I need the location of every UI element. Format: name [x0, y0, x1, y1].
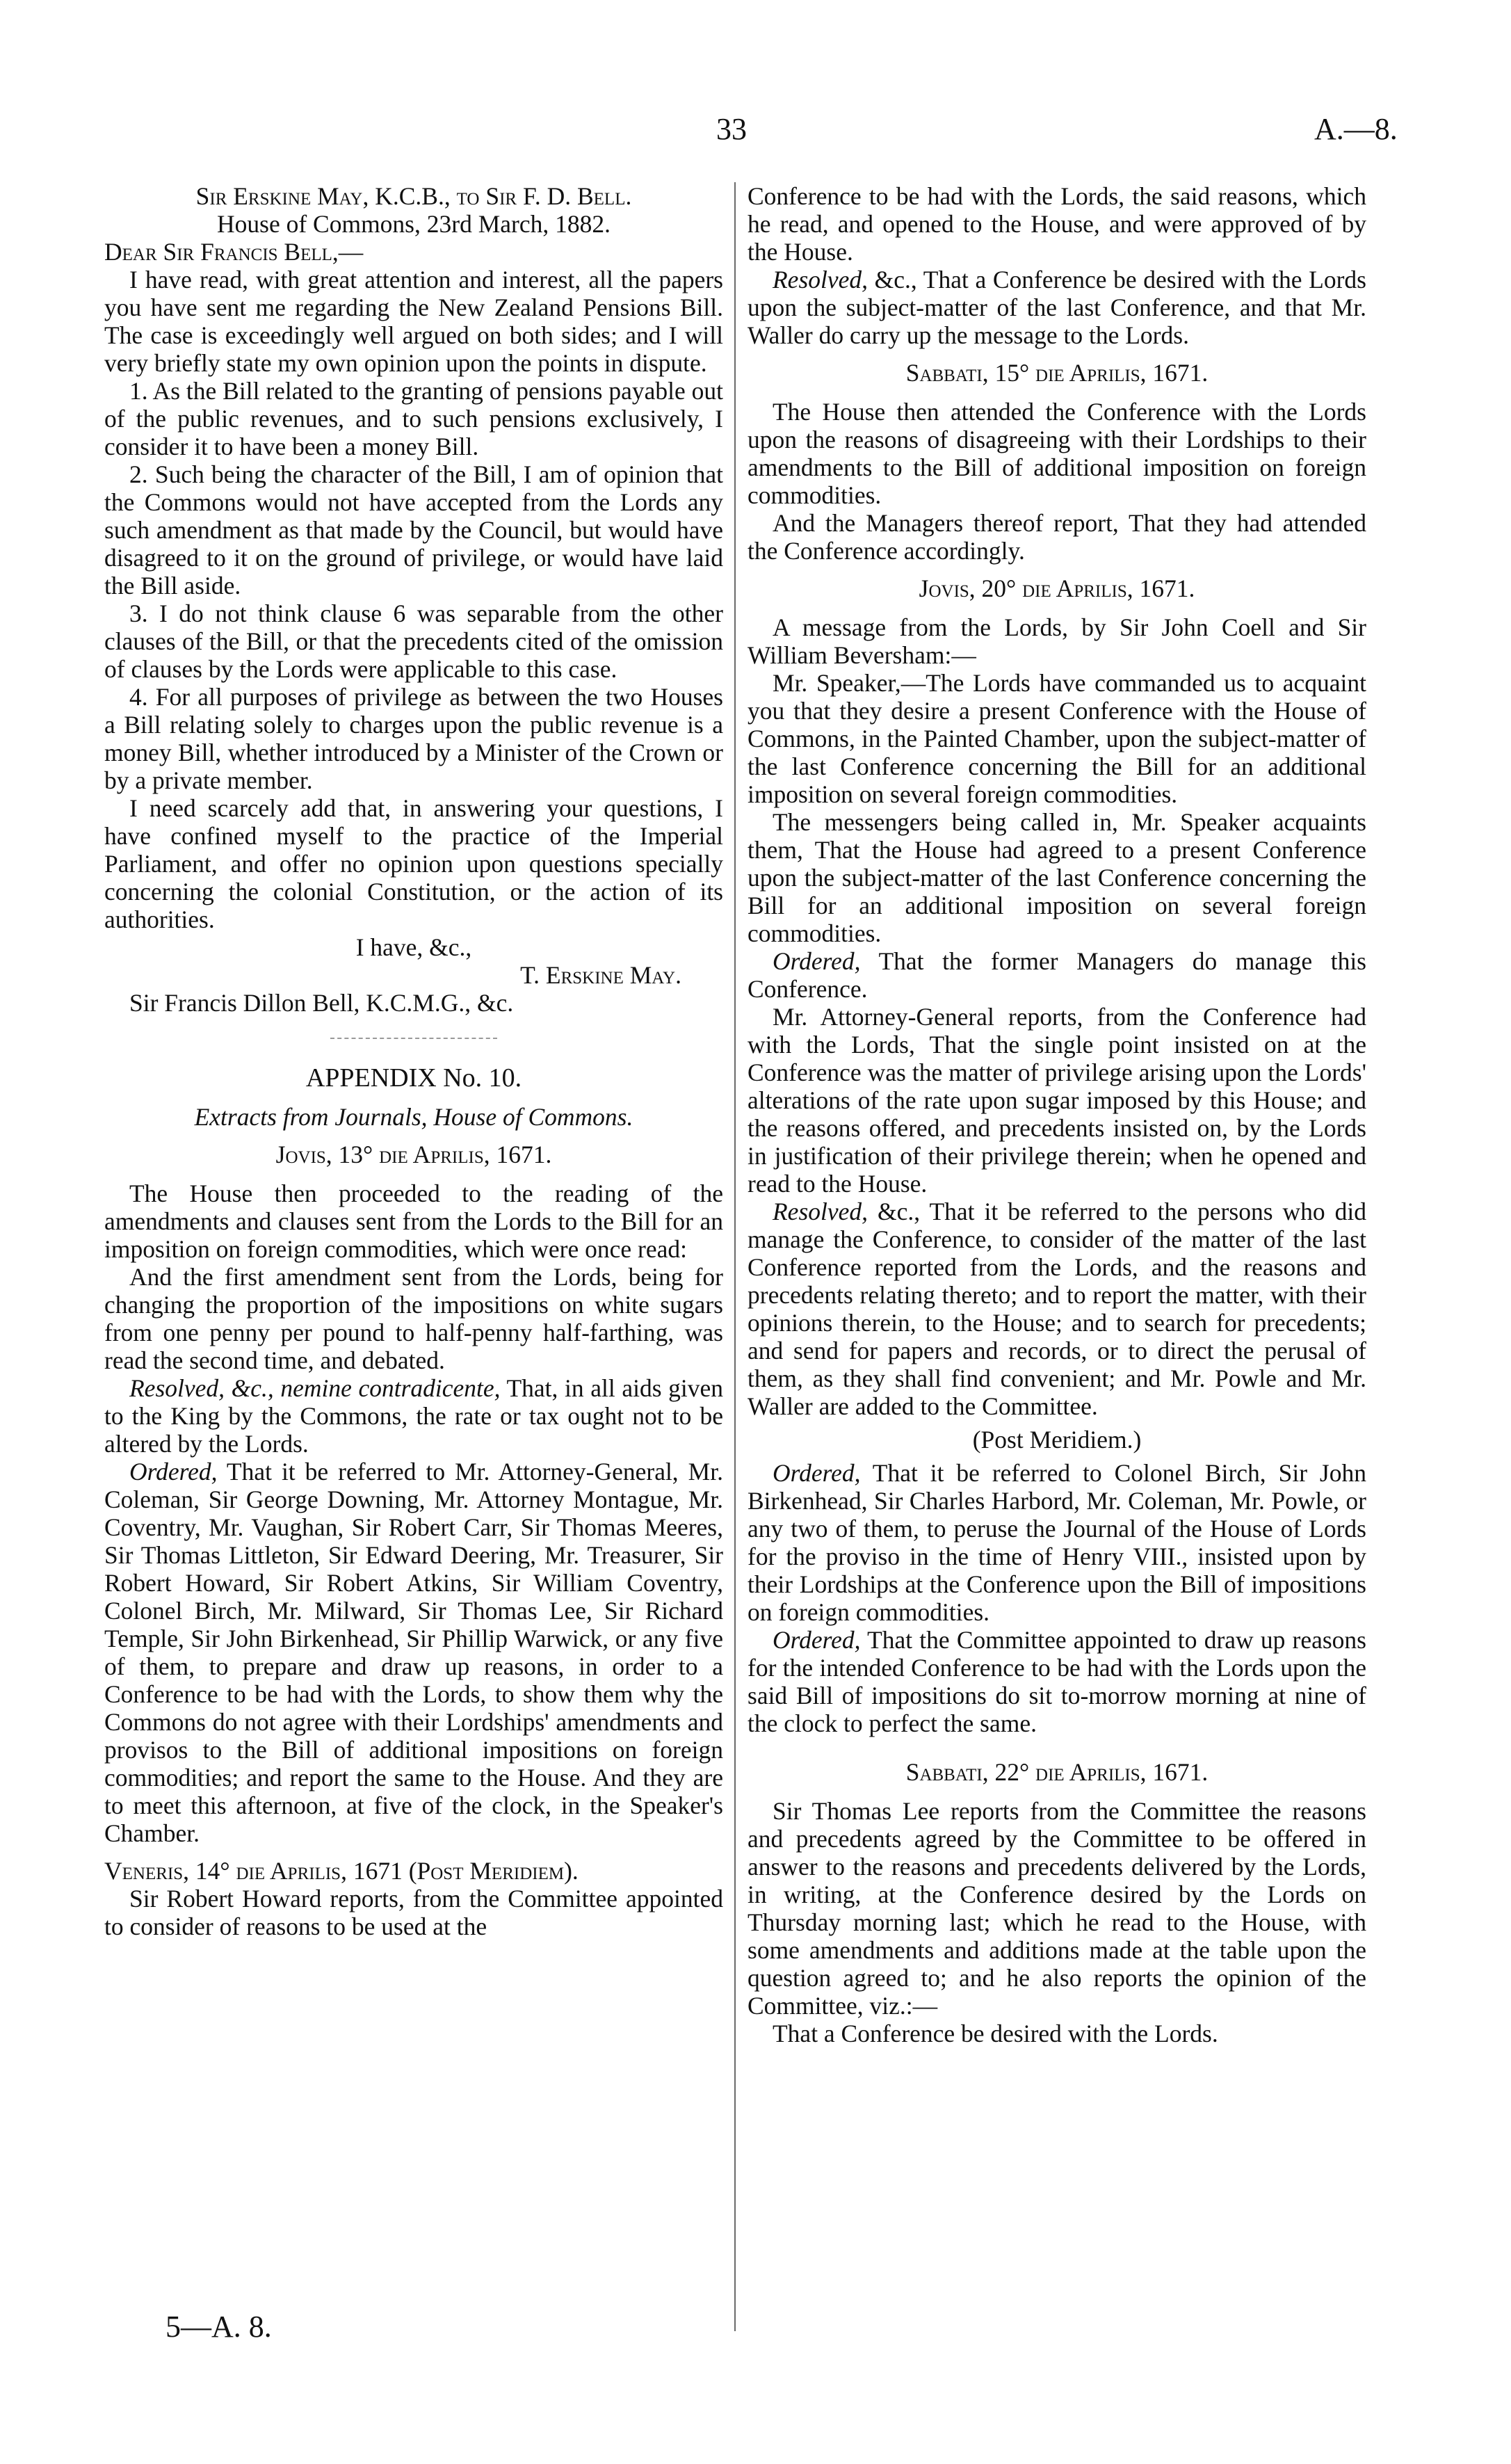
appendix-title: APPENDIX No. 10.	[305, 1063, 522, 1093]
date-heading: Veneris, 14° die Aprilis, 1671 (Post Meridiem).	[104, 1857, 579, 1885]
ordered-text: That it be referred to Colonel Birch, Sir John Birkenhead, Sir Charles Harbord, Mr. Coleman, Mr. Powle, or any two of them, to peruse the Journal of the House of Lords for the proviso in the time of Henry VIII., insisted upon by their Lordships at the Conference upon the Bill of impositions on foreign commodities.	[748, 1459, 1366, 1626]
paragraph-speaker: Mr. Speaker,—The Lords have commanded us to acquaint you that they desire a present Conference with the House of Commons, in the Painted Chamber, upon the subject-matter of the last Conference concerning the Bill for an additional imposition on several foreign commodities.	[748, 669, 1366, 808]
paragraph-ordered	[104, 1458, 723, 1847]
paragraph-first-amendment: And the first amendment sent from the Lords, being for changing the proportion of the impositions on white sugars from one penny per pound to half-penny half-farthing, was read the second time, and debated.	[104, 1263, 723, 1374]
ordered-label: Ordered,	[773, 1459, 861, 1487]
salutation: Dear Sir Francis Bell,—	[104, 238, 364, 266]
ordered-text: That the Committee appointed to draw up reasons for the intended Conference to be had with the Lords upon the said Bill of impositions do sit to-morrow morning at nine of the clock to perfect the same.	[748, 1626, 1366, 1737]
ordered-label: Ordered,	[773, 1626, 861, 1654]
paragraph-attorney-report: Mr. Attorney-General reports, from the Conference had with the Lords, That the single point insisted on at the Conference was the matter of privilege arising upon the Lords' alterations of the rate upon sugar imposed by this House; and the reasons offered, and precedents insisted on, by the Lords in justification of their privilege therein; when he opened and read to the House.	[748, 1003, 1366, 1198]
signature: T. Erskine May.	[520, 961, 681, 989]
paragraph-managers-report: And the Managers thereof report, That they had attended the Conference accordingly.	[748, 509, 1366, 565]
resolved-text: &c., That it be referred to the persons who did manage the Conference, to consider of the matter of the last Conference reported from the Lords, and the reasons and precedents relating thereto; and to report the matter, with their opinions therein, to the House; and to search for precedents; and send for papers and records, or to direct the perusal of them, as they shall find convenient; and Mr. Powle and Mr. Waller are added to the Committee.	[748, 1198, 1366, 1420]
paragraph-ordered	[748, 1459, 1366, 1626]
ordered-text: That it be referred to Mr. Attorney-General, Mr. Coleman, Sir George Downing, Mr. Attorney Montague, Mr. Coventry, Mr. Vaughan, Sir Robert Carr, Sir Thomas Meeres, Sir Thomas Littleton, Sir Edward Deering, Mr. Treasurer, Sir Robert Howard, Sir Robert Atkins, Sir William Coventry, Colonel Birch, Mr. Milward, Sir Thomas Lee, Sir Richard Temple, Sir John Birkenhead, Sir Phillip Warwick, or any five of them, to prepare and draw up reasons, in order to a Conference to be had with the Lords, to show them why the Commons do not agree with their Lordships' amendments and provisos to the Bill of additional impositions on foreign commodities; and report the same to the House. And they are to meet this afternoon, at five of the clock, in the Speaker's Chamber.	[104, 1458, 723, 1847]
letter-heading: Sir Erskine May, K.C.B., to Sir F. D. Bell.	[195, 182, 632, 210]
right-column	[748, 182, 1366, 2047]
column-divider	[734, 182, 736, 2331]
paragraph-intro: I have read, with great attention and interest, all the papers you have sent me regarding the New Zealand Pensions Bill. The case is exceedingly well argued on both sides; and I will very briefly state my own opinion upon the points in dispute.	[104, 266, 723, 377]
date-heading: Jovis, 20° die Aprilis, 1671.	[919, 574, 1195, 602]
resolved-text: That, in all aids given to the King by the Commons, the rate or tax ought not to be altered by the Lords.	[104, 1374, 723, 1458]
paragraph-attended: The House then attended the Conference with the Lords upon the reasons of disagreeing with their Lordships to their amendments to the Bill of additional imposition on foreign commodities.	[748, 398, 1366, 509]
closing-line: I have, &c.,	[355, 933, 472, 961]
paragraph-reading: The House then proceeded to the reading of the amendments and clauses sent from the Lords to the Bill for an imposition on foreign commodities, which were once read:	[104, 1179, 723, 1263]
paragraph-closing-remark: I need scarcely add that, in answering your questions, I have confined myself to the practice of the Imperial Parliament, and offer no opinion upon questions specially concerning the colonial Constitution, or the action of its authorities.	[104, 794, 723, 933]
document-code: A.—8.	[1314, 112, 1398, 146]
letter-place-date: House of Commons, 23rd March, 1882.	[217, 210, 611, 238]
paragraph-point-1: 1. As the Bill related to the granting of pensions payable out of the public revenues, and to such pensions exclusively, I consider it to have been a money Bill.	[104, 377, 723, 460]
paragraph-resolved	[748, 266, 1366, 349]
ordered-label: Ordered,	[773, 947, 861, 975]
paragraph-conference-desired: That a Conference be desired with the Lords.	[773, 2020, 1218, 2047]
paragraph-report: Sir Robert Howard reports, from the Committee appointed to consider of reasons to be used at the	[104, 1885, 723, 1940]
date-heading: Sabbati, 22° die Aprilis, 1671.	[905, 1758, 1209, 1786]
paragraph-resolved	[104, 1374, 723, 1458]
date-heading: Jovis, 13° die Aprilis, 1671.	[275, 1141, 552, 1168]
section-separator	[330, 1038, 497, 1039]
resolved-text: &c., That a Conference be desired with the Lords upon the subject-matter of the last Conference, and that Mr. Waller do carry up the message to the Lords.	[748, 266, 1366, 349]
resolved-label: Resolved,	[773, 1198, 868, 1225]
paragraph-message: A message from the Lords, by Sir John Coell and Sir William Beversham:—	[748, 613, 1366, 669]
paragraph-messengers: The messengers being called in, Mr. Speaker acquaints them, That the House had agreed to a present Conference upon the subject-matter of the last Conference concerning the Bill for an additional imposition on several foreign commodities.	[748, 808, 1366, 947]
resolved-label: Resolved, &c., nemine contradicente,	[129, 1374, 501, 1402]
paragraph-continued: Conference to be had with the Lords, the said reasons, which he read, and opened to the House, and were approved of by the House.	[748, 182, 1366, 266]
paragraph-point-3: 3. I do not think clause 6 was separable from the other clauses of the Bill, or that the precedents cited of the omission of clauses by the Lords were applicable to this case.	[104, 599, 723, 683]
ordered-text: That the former Managers do manage this Conference.	[748, 947, 1366, 1003]
left-column	[104, 182, 723, 1940]
paragraph-ordered	[748, 947, 1366, 1003]
paragraph-ordered	[748, 1626, 1366, 1737]
addressee-line: Sir Francis Dillon Bell, K.C.M.G., &c.	[129, 989, 514, 1017]
ordered-label: Ordered,	[129, 1458, 218, 1485]
paragraph-point-2: 2. Such being the character of the Bill, I am of opinion that the Commons would not have accepted from the Lords any such amendment as that made by the Council, but would have disagreed to it on the ground of privilege, or would have laid the Bill aside.	[104, 460, 723, 599]
paragraph-lee-report: Sir Thomas Lee reports from the Committee the reasons and precedents agreed by the Committee to be offered in answer to the reasons and precedents delivered by the Lords, in writing, at the Conference desired by the Lords on Thursday morning last; which he read to the House, with some amendments and additions made at the table upon the question agreed to; and he also reports the opinion of the Committee, viz.:—	[748, 1797, 1366, 2020]
footer-signature-mark: 5—A. 8.	[165, 2310, 272, 2344]
page-number: 33	[716, 112, 747, 146]
paragraph-resolved	[748, 1198, 1366, 1420]
extracts-title: Extracts from Journals, House of Commons.	[194, 1103, 633, 1131]
paragraph-point-4: 4. For all purposes of privilege as between the two Houses a Bill relating solely to charges upon the public revenue is a money Bill, whether introduced by a Minister of the Crown or by a private member.	[104, 683, 723, 794]
resolved-label: Resolved,	[773, 266, 868, 293]
date-heading: Sabbati, 15° die Aprilis, 1671.	[905, 359, 1209, 387]
post-meridiem-heading: (Post Meridiem.)	[972, 1426, 1142, 1454]
